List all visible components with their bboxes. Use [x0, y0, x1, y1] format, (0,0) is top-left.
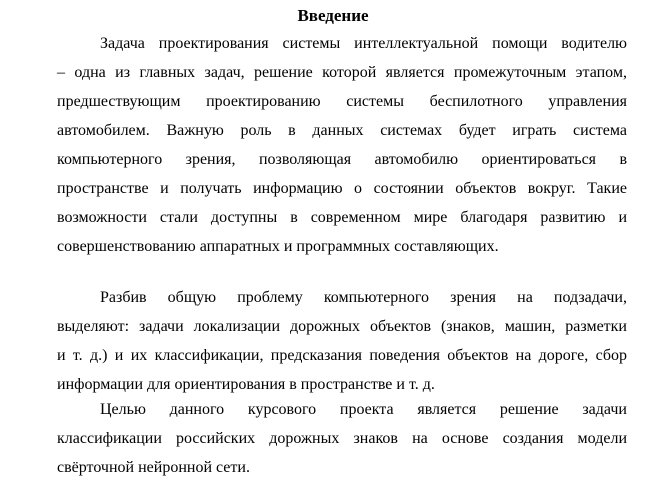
paragraph-line: автомобилем. Важную роль в данных системах будет играть система — [57, 122, 627, 139]
paragraph-line: Целью данного курсового проекта является решение задачи — [100, 401, 627, 418]
paragraph-goal — [57, 395, 627, 482]
paragraph-line: свёрточной нейронной сети. — [57, 459, 250, 476]
paragraph-line: Задача проектирования системы интеллектуальной помощи водителю — [100, 35, 627, 52]
paragraph-line: информации для ориентирования в пространстве и т. д. — [57, 376, 435, 393]
paragraph-line: Разбив общую проблему компьютерного зрения на подзадачи, — [100, 289, 627, 306]
paragraph-line: предшествующим проектированию системы беспилотного управления — [57, 93, 627, 110]
paragraph-subtasks — [57, 283, 627, 399]
paragraph-line: и т. д.) и их классификации, предсказания поведения объектов на дороге, сбор — [57, 347, 627, 364]
paragraph-line: выделяют: задачи локализации дорожных объектов (знаков, машин, разметки — [57, 318, 627, 335]
document-title: Введение — [297, 6, 369, 25]
paragraph-line: пространстве и получать информацию о состоянии объектов вокруг. Такие — [57, 180, 627, 197]
paragraph-intro — [57, 29, 627, 261]
paragraph-line: совершенствованию аппаратных и программных составляющих. — [57, 238, 499, 255]
paragraph-line: классификации российских дорожных знаков на основе создания модели — [57, 430, 627, 447]
paragraph-line: возможности стали доступны в современном мире благодаря развитию и — [57, 209, 627, 226]
paragraph-line: – одна из главных задач, решение которой является промежуточным этапом, — [57, 64, 627, 81]
paragraph-line: компьютерного зрения, позволяющая автомобилю ориентироваться в — [57, 151, 627, 168]
